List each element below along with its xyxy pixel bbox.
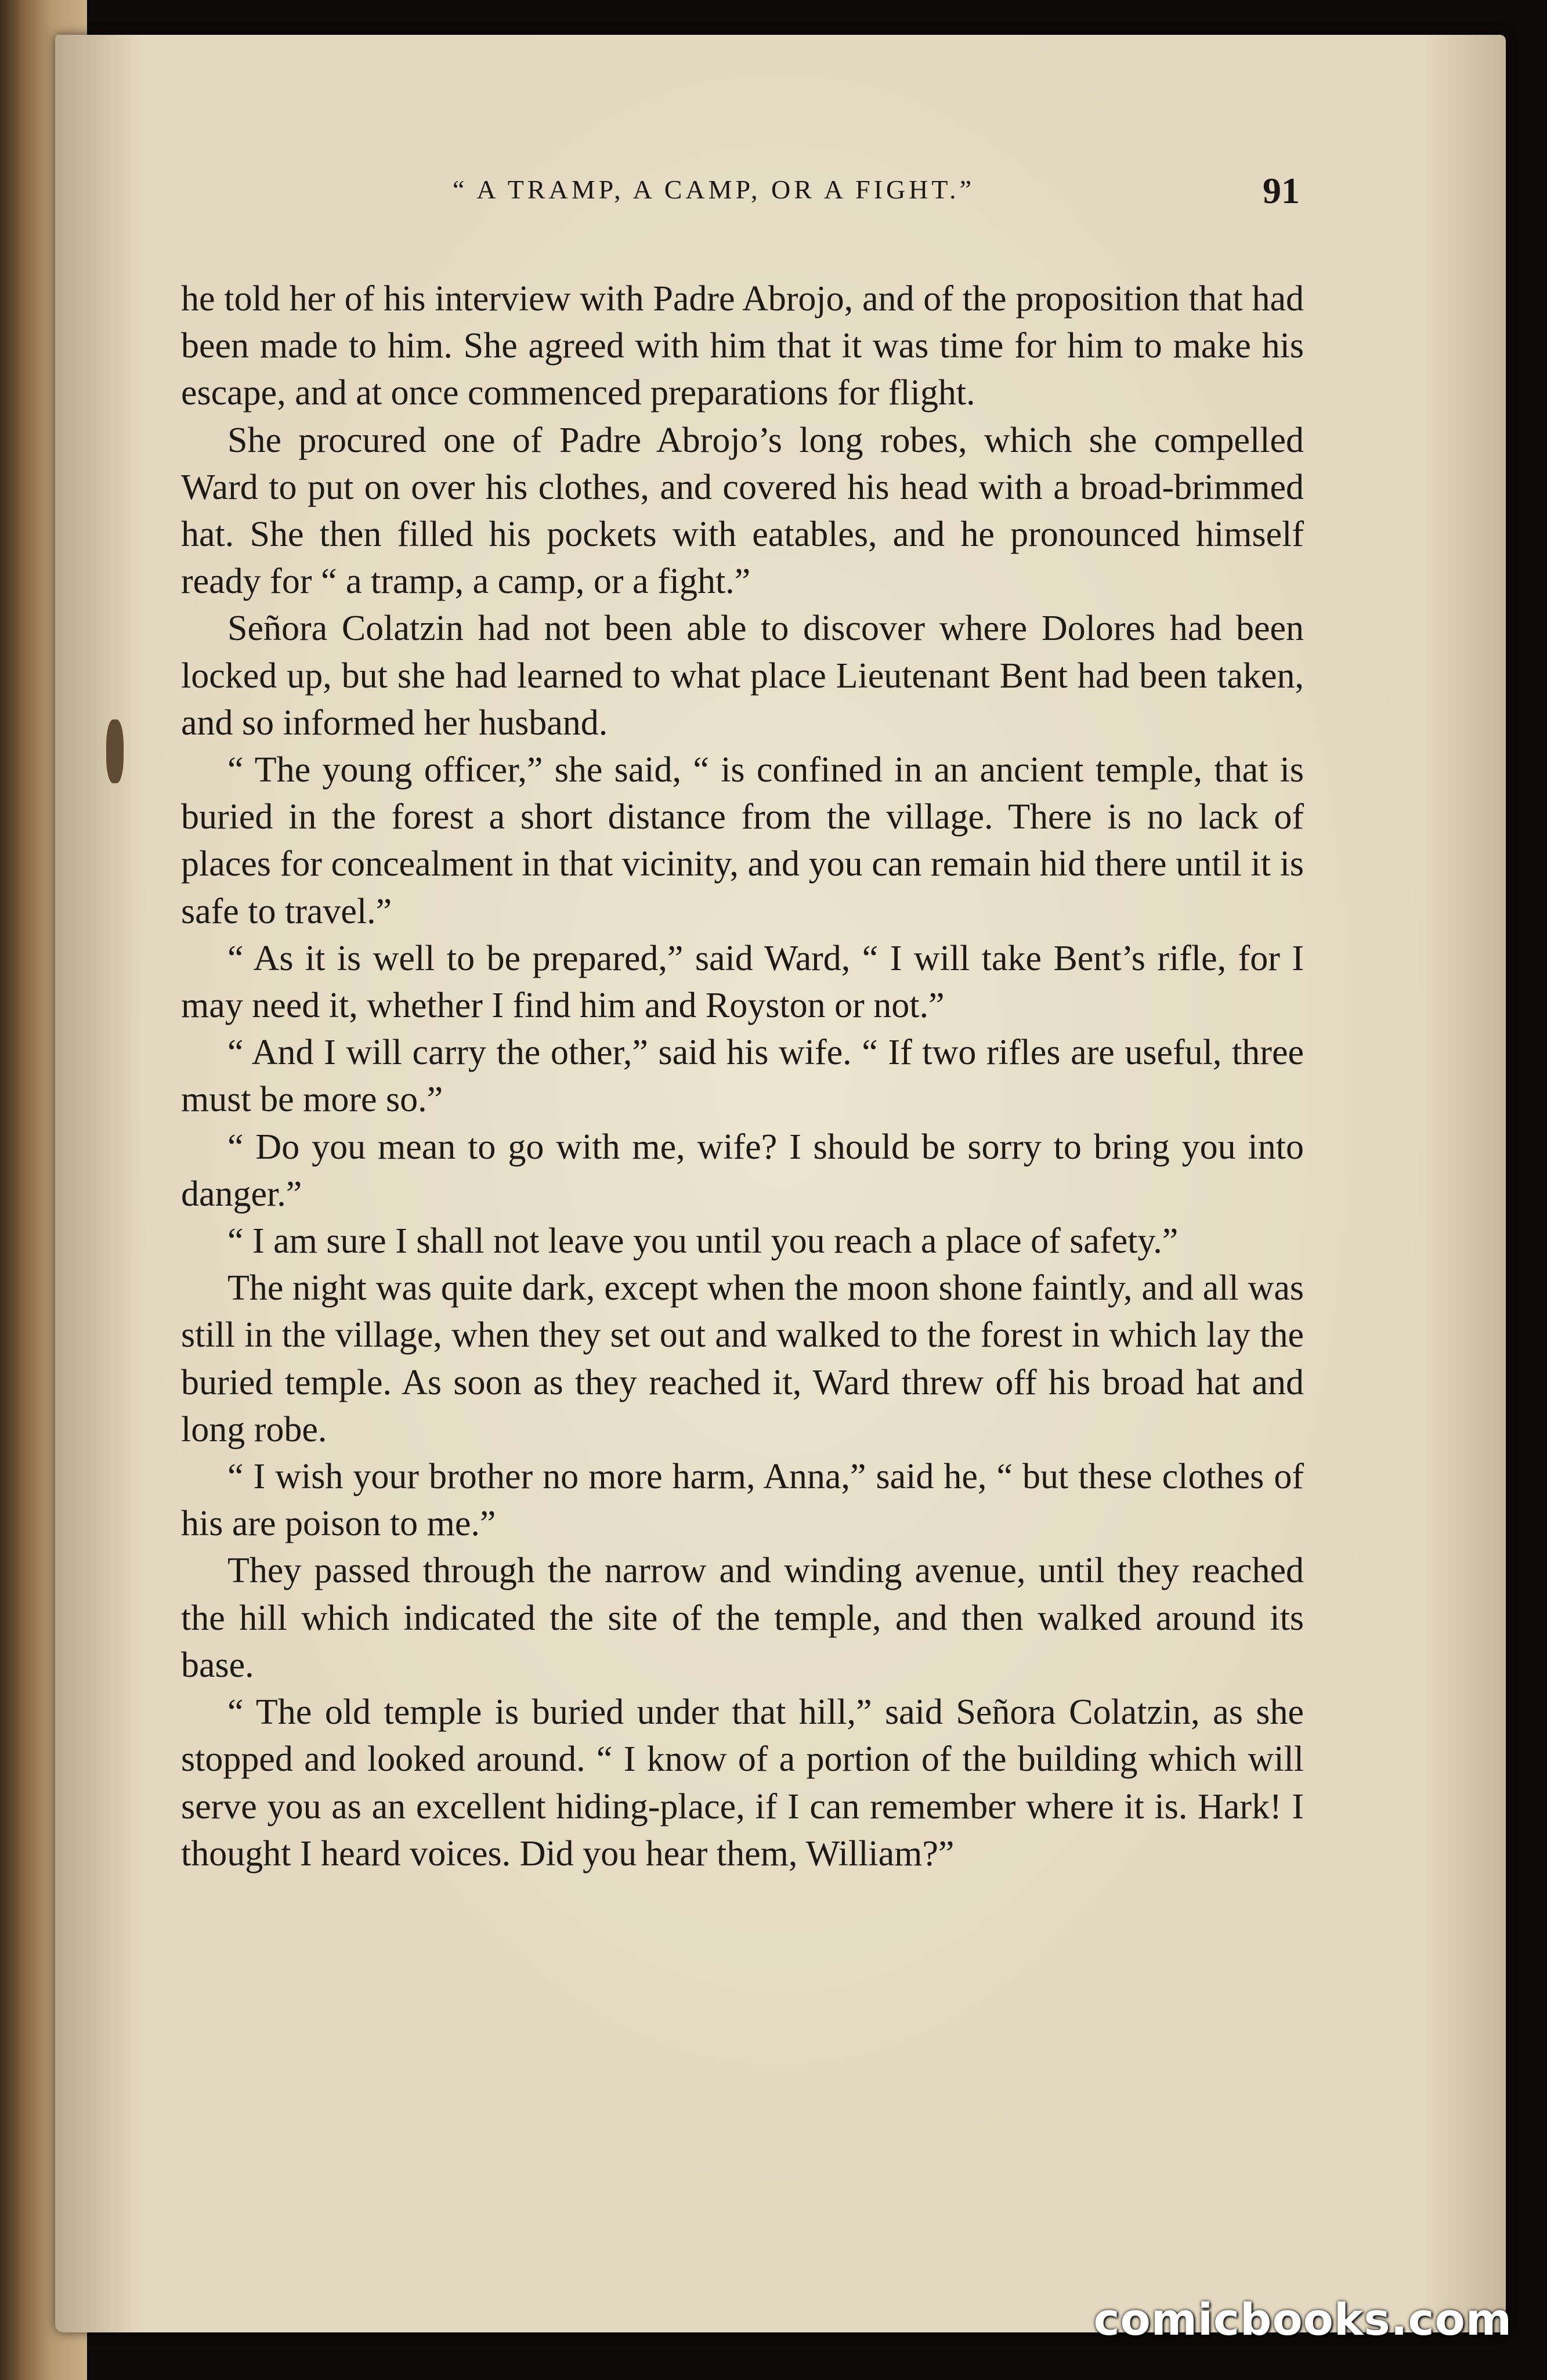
paragraph: “ I wish your brother no more harm, Anna,” said he, “ but these clothes of his are poison to me.” <box>181 1457 1304 1544</box>
paragraph: The night was quite dark, except when the moon shone faintly, and all was still in the village, when they set out and walked to the forest in which lay the buried temple. As soon as they reached it, Ward threw off his broad hat and long robe. <box>181 1268 1304 1449</box>
page-stain <box>106 719 124 783</box>
paragraph: he told her of his interview with Padre Abrojo, and of the proposition that had been made to him. She agreed with him that it was time for him to make his escape, and at once commenced preparations for flight. <box>181 279 1304 413</box>
page-header <box>128 170 1300 226</box>
paragraph: “ As it is well to be prepared,” said Ward, “ I will take Bent’s rifle, for I may need it, whether I find him and Royston or not.” <box>181 938 1304 1026</box>
running-title: “ A TRAMP, A CAMP, OR A FIGHT.” <box>452 175 975 204</box>
paragraph: “ The young officer,” she said, “ is confined in an ancient temple, that is buried in the forest a short distance from the village. There is no lack of places for concealment in that vicinity, and you can remain hid there until it is safe to travel.” <box>181 750 1304 931</box>
paragraph: Señora Colatzin had not been able to discover where Dolores had been locked up, but she had learned to what place Lieutenant Bent had been taken, and so informed her husband. <box>181 609 1304 743</box>
body-text <box>181 276 1304 1878</box>
paragraph: She procured one of Padre Abrojo’s long robes, which she compelled Ward to put on over his clothes, and covered his head with a broad-brimmed hat. She then filled his pockets with eatables, and he pronounced himself ready for “ a tramp, a camp, or a fight.” <box>181 420 1304 602</box>
paragraph: “ I am sure I shall not leave you until you reach a place of safety.” <box>227 1221 1179 1261</box>
page-number: 91 <box>1263 170 1300 211</box>
watermark: comicbooks.com <box>1093 2294 1512 2345</box>
paragraph: “ The old temple is buried under that hill,” said Señora Colatzin, as she stopped and looked around. “ I know of a portion of the building which will serve you as an excellent hiding-place, if I can remember where it is. Hark! I thought I heard voices. Did you hear them, William?” <box>181 1692 1304 1873</box>
paragraph: They passed through the narrow and winding avenue, until they reached the hill which indicated the site of the temple, and then walked around its base. <box>181 1551 1304 1685</box>
paragraph: “ Do you mean to go with me, wife? I should be sorry to bring you into danger.” <box>181 1127 1304 1214</box>
paragraph: “ And I will carry the other,” said his wife. “ If two rifles are useful, three must be more so.” <box>181 1033 1304 1120</box>
